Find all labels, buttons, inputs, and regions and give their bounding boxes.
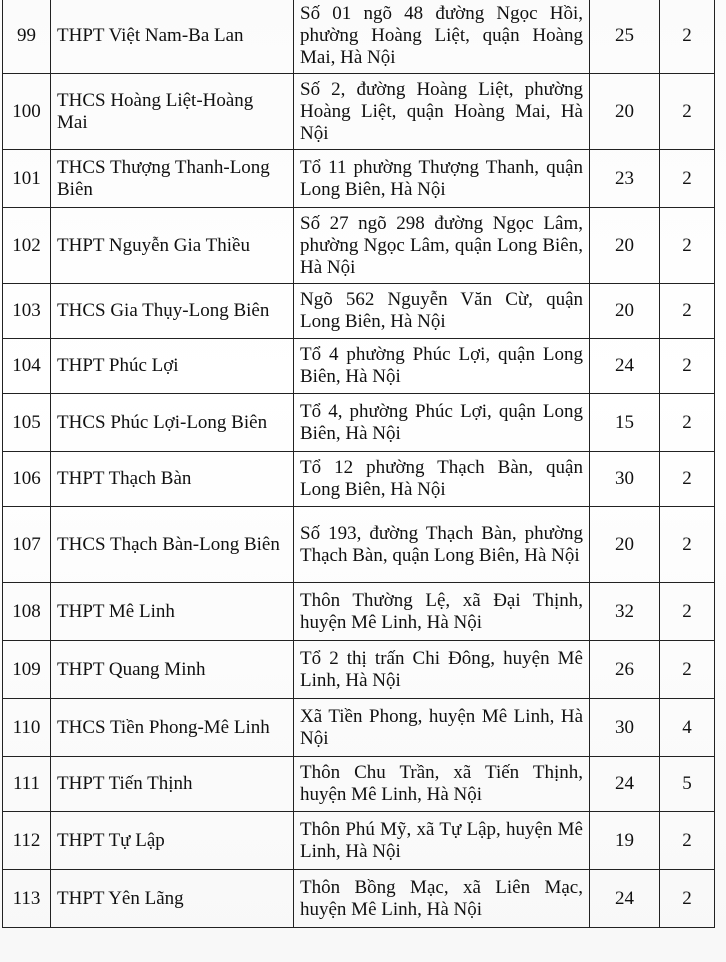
count-a: 20 bbox=[590, 284, 660, 339]
school-address: Thôn Chu Trần, xã Tiến Thịnh, huyện Mê Linh, Hà Nội bbox=[294, 757, 590, 812]
count-a: 24 bbox=[590, 870, 660, 928]
row-number: 111 bbox=[3, 757, 51, 812]
school-name: THPT Việt Nam-Ba Lan bbox=[51, 0, 294, 74]
row-number: 112 bbox=[3, 812, 51, 870]
count-b: 2 bbox=[660, 74, 715, 150]
school-name: THPT Mê Linh bbox=[51, 583, 294, 641]
count-a: 20 bbox=[590, 208, 660, 284]
count-a: 24 bbox=[590, 339, 660, 394]
school-name: THCS Phúc Lợi-Long Biên bbox=[51, 394, 294, 452]
school-address: Tổ 2 thị trấn Chi Đông, huyện Mê Linh, Hà Nội bbox=[294, 641, 590, 699]
school-address: Thôn Bồng Mạc, xã Liên Mạc, huyện Mê Linh, Hà Nội bbox=[294, 870, 590, 928]
count-b: 2 bbox=[660, 812, 715, 870]
count-a: 30 bbox=[590, 452, 660, 507]
row-number: 103 bbox=[3, 284, 51, 339]
table-row bbox=[3, 699, 715, 757]
count-a: 32 bbox=[590, 583, 660, 641]
count-b: 2 bbox=[660, 339, 715, 394]
table-row bbox=[3, 0, 715, 74]
table-row bbox=[3, 452, 715, 507]
row-number: 108 bbox=[3, 583, 51, 641]
row-number: 100 bbox=[3, 74, 51, 150]
count-b: 2 bbox=[660, 452, 715, 507]
school-address: Tổ 4, phường Phúc Lợi, quận Long Biên, Hà Nội bbox=[294, 394, 590, 452]
row-number: 113 bbox=[3, 870, 51, 928]
school-address: Ngõ 562 Nguyễn Văn Cừ, quận Long Biên, Hà Nội bbox=[294, 284, 590, 339]
count-a: 20 bbox=[590, 507, 660, 583]
table-row bbox=[3, 757, 715, 812]
count-a: 24 bbox=[590, 757, 660, 812]
row-number: 107 bbox=[3, 507, 51, 583]
count-b: 2 bbox=[660, 0, 715, 74]
count-b: 2 bbox=[660, 641, 715, 699]
table-row bbox=[3, 208, 715, 284]
table-row bbox=[3, 284, 715, 339]
row-number: 106 bbox=[3, 452, 51, 507]
school-name: THPT Phúc Lợi bbox=[51, 339, 294, 394]
count-b: 2 bbox=[660, 870, 715, 928]
row-number: 104 bbox=[3, 339, 51, 394]
count-a: 26 bbox=[590, 641, 660, 699]
school-address: Tổ 11 phường Thượng Thanh, quận Long Biên, Hà Nội bbox=[294, 150, 590, 208]
school-table-body bbox=[3, 0, 715, 928]
count-a: 25 bbox=[590, 0, 660, 74]
count-a: 30 bbox=[590, 699, 660, 757]
school-address: Số 2, đường Hoàng Liệt, phường Hoàng Liệt, quận Hoàng Mai, Hà Nội bbox=[294, 74, 590, 150]
school-name: THPT Nguyễn Gia Thiều bbox=[51, 208, 294, 284]
count-b: 2 bbox=[660, 394, 715, 452]
school-name: THCS Hoàng Liệt-Hoàng Mai bbox=[51, 74, 294, 150]
school-name: THCS Thượng Thanh-Long Biên bbox=[51, 150, 294, 208]
table-row bbox=[3, 583, 715, 641]
count-b: 2 bbox=[660, 208, 715, 284]
school-address: Thôn Thường Lệ, xã Đại Thịnh, huyện Mê Linh, Hà Nội bbox=[294, 583, 590, 641]
row-number: 105 bbox=[3, 394, 51, 452]
count-b: 2 bbox=[660, 150, 715, 208]
school-address: Tổ 12 phường Thạch Bàn, quận Long Biên, Hà Nội bbox=[294, 452, 590, 507]
row-number: 101 bbox=[3, 150, 51, 208]
count-a: 19 bbox=[590, 812, 660, 870]
row-number: 109 bbox=[3, 641, 51, 699]
table-row bbox=[3, 641, 715, 699]
school-name: THPT Tự Lập bbox=[51, 812, 294, 870]
school-name: THCS Tiền Phong-Mê Linh bbox=[51, 699, 294, 757]
school-name: THPT Yên Lãng bbox=[51, 870, 294, 928]
row-number: 102 bbox=[3, 208, 51, 284]
school-address: Số 193, đường Thạch Bàn, phường Thạch Bàn, quận Long Biên, Hà Nội bbox=[294, 507, 590, 583]
table-row bbox=[3, 339, 715, 394]
count-b: 2 bbox=[660, 507, 715, 583]
table-row bbox=[3, 870, 715, 928]
count-b: 2 bbox=[660, 284, 715, 339]
school-name: THPT Tiến Thịnh bbox=[51, 757, 294, 812]
school-address: Xã Tiền Phong, huyện Mê Linh, Hà Nội bbox=[294, 699, 590, 757]
table-row bbox=[3, 394, 715, 452]
count-a: 15 bbox=[590, 394, 660, 452]
count-b: 2 bbox=[660, 583, 715, 641]
table-row bbox=[3, 812, 715, 870]
school-name: THCS Thạch Bàn-Long Biên bbox=[51, 507, 294, 583]
school-name: THPT Thạch Bàn bbox=[51, 452, 294, 507]
table-row bbox=[3, 74, 715, 150]
school-address: Số 27 ngõ 298 đường Ngọc Lâm, phường Ngọc Lâm, quận Long Biên, Hà Nội bbox=[294, 208, 590, 284]
school-name: THCS Gia Thụy-Long Biên bbox=[51, 284, 294, 339]
school-table bbox=[2, 0, 715, 928]
count-a: 23 bbox=[590, 150, 660, 208]
table-row bbox=[3, 507, 715, 583]
table-row bbox=[3, 150, 715, 208]
row-number: 110 bbox=[3, 699, 51, 757]
row-number: 99 bbox=[3, 0, 51, 74]
count-b: 4 bbox=[660, 699, 715, 757]
count-b: 5 bbox=[660, 757, 715, 812]
school-address: Thôn Phú Mỹ, xã Tự Lập, huyện Mê Linh, Hà Nội bbox=[294, 812, 590, 870]
school-address: Số 01 ngõ 48 đường Ngọc Hồi, phường Hoàng Liệt, quận Hoàng Mai, Hà Nội bbox=[294, 0, 590, 74]
school-address: Tổ 4 phường Phúc Lợi, quận Long Biên, Hà Nội bbox=[294, 339, 590, 394]
school-name: THPT Quang Minh bbox=[51, 641, 294, 699]
count-a: 20 bbox=[590, 74, 660, 150]
